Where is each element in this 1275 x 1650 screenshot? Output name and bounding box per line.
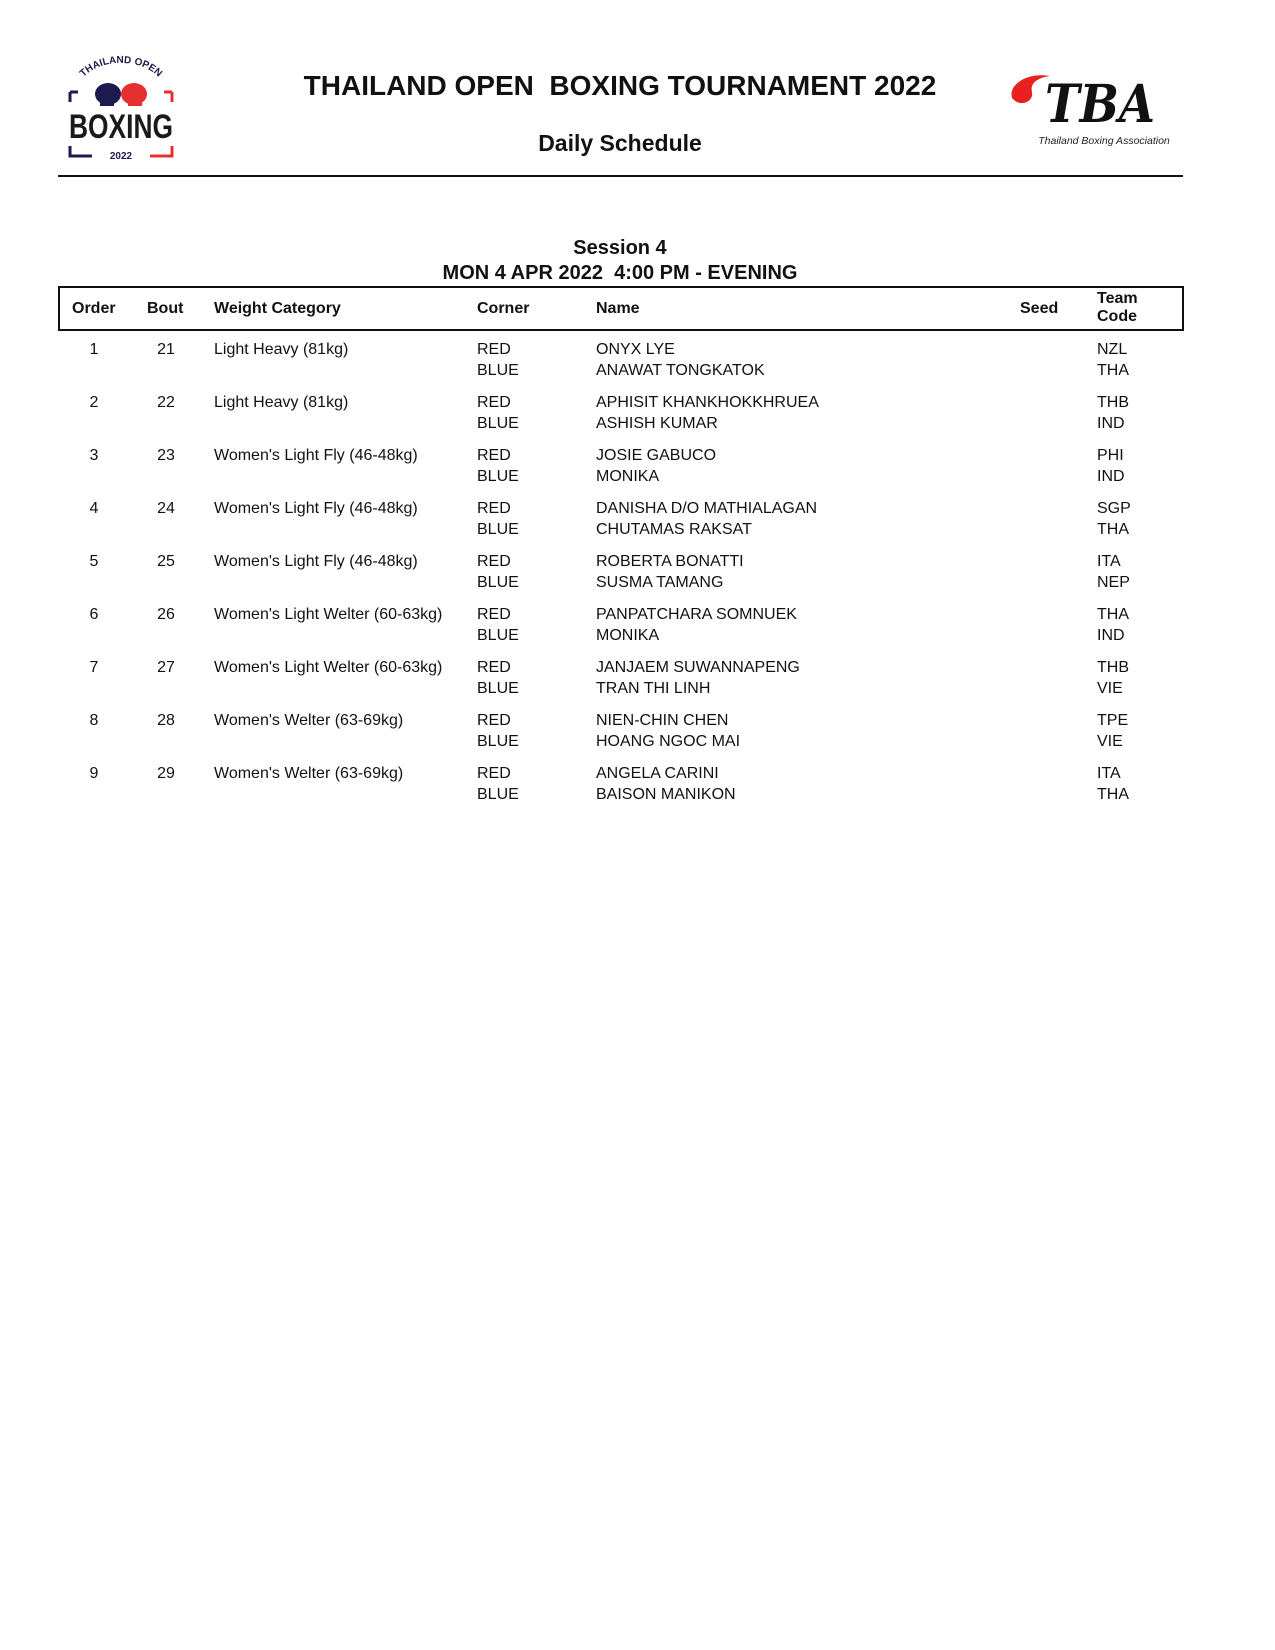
red-corner: RED (477, 606, 511, 623)
weight-category: Light Heavy (81kg) (214, 341, 349, 358)
weight-category: Women's Light Fly (46-48kg) (214, 447, 418, 464)
red-team-code: ITA (1097, 765, 1121, 782)
blue-boxer-name: HOANG NGOC MAI (596, 732, 741, 750)
header-corner: Corner (477, 300, 530, 317)
bout-order: 7 (89, 659, 99, 676)
bout-order: 8 (89, 712, 99, 729)
name-cell (596, 764, 736, 805)
table-row (0, 393, 1275, 446)
header-name: Name (596, 300, 640, 317)
corner-cell (477, 340, 519, 381)
bout-number: 23 (157, 447, 175, 464)
bout-order: 1 (89, 341, 99, 358)
blue-corner: BLUE (477, 785, 519, 803)
team-cell (1097, 393, 1129, 434)
red-boxer-name: NIEN-CHIN CHEN (596, 712, 729, 729)
bout-number: 28 (157, 712, 175, 729)
weight-category: Women's Light Fly (46-48kg) (214, 500, 418, 517)
red-boxer-name: ONYX LYE (596, 341, 675, 358)
blue-corner: BLUE (477, 467, 519, 485)
header-bout: Bout (147, 300, 184, 317)
weight-category: Women's Light Welter (60-63kg) (214, 606, 443, 623)
header-order: Order (72, 300, 116, 317)
table-row (0, 658, 1275, 711)
name-cell (596, 499, 817, 540)
blue-corner: BLUE (477, 520, 519, 538)
team-cell (1097, 446, 1125, 487)
table-row (0, 764, 1275, 817)
team-cell (1097, 658, 1129, 699)
bout-order: 9 (89, 765, 99, 782)
blue-team-code: NEP (1097, 573, 1130, 591)
corner-cell (477, 764, 519, 805)
weight-category: Women's Welter (63-69kg) (214, 712, 404, 729)
blue-boxer-name: ASHISH KUMAR (596, 414, 718, 432)
blue-team-code: IND (1097, 414, 1125, 432)
header-weight-category: Weight Category (214, 300, 341, 317)
weight-category: Light Heavy (81kg) (214, 394, 349, 411)
team-cell (1097, 605, 1129, 646)
bout-order: 3 (89, 447, 99, 464)
bout-order: 2 (89, 394, 99, 411)
red-team-code: THA (1097, 606, 1129, 623)
red-boxer-name: JANJAEM SUWANNAPENG (596, 659, 800, 676)
schedule-table (0, 340, 1275, 817)
name-cell (596, 552, 744, 593)
blue-boxer-name: SUSMA TAMANG (596, 573, 724, 591)
blue-corner: BLUE (477, 414, 519, 432)
corner-cell (477, 499, 519, 540)
table-row (0, 711, 1275, 764)
bout-number: 27 (157, 659, 175, 676)
table-row (0, 499, 1275, 552)
name-cell (596, 605, 797, 646)
red-team-code: THB (1097, 394, 1129, 411)
red-corner: RED (477, 712, 511, 729)
corner-cell (477, 446, 519, 487)
red-team-code: PHI (1097, 447, 1124, 464)
red-boxer-name: APHISIT KHANKHOKKHRUEA (596, 394, 819, 411)
corner-cell (477, 393, 519, 434)
header-divider (58, 175, 1183, 177)
name-cell (596, 393, 819, 434)
bout-number: 24 (157, 500, 175, 517)
red-corner: RED (477, 659, 511, 676)
red-boxer-name: JOSIE GABUCO (596, 447, 717, 464)
red-team-code: SGP (1097, 500, 1131, 517)
team-cell (1097, 764, 1129, 805)
corner-cell (477, 552, 519, 593)
red-boxer-name: ROBERTA BONATTI (596, 553, 744, 570)
session-datetime: MON 4 APR 2022 4:00 PM - EVENING (442, 262, 798, 284)
session-title: Session 4 (573, 237, 667, 259)
table-header (58, 286, 1184, 331)
blue-team-code: IND (1097, 467, 1125, 485)
bout-number: 25 (157, 553, 175, 570)
blue-corner: BLUE (477, 361, 519, 379)
red-team-code: THB (1097, 659, 1129, 676)
weight-category: Women's Welter (63-69kg) (214, 765, 404, 782)
team-cell (1097, 499, 1131, 540)
svg-text:TBA: TBA (1045, 74, 1155, 135)
corner-cell (477, 605, 519, 646)
name-cell (596, 711, 740, 752)
blue-boxer-name: MONIKA (596, 626, 660, 644)
red-corner: RED (477, 447, 511, 464)
red-corner: RED (477, 500, 511, 517)
team-cell (1097, 552, 1130, 593)
bout-order: 4 (89, 500, 99, 517)
blue-team-code: THA (1097, 785, 1129, 803)
svg-text:BOXING: BOXING (69, 108, 173, 146)
table-row (0, 340, 1275, 393)
red-corner: RED (477, 394, 511, 411)
blue-boxer-name: TRAN THI LINH (596, 679, 711, 697)
blue-boxer-name: MONIKA (596, 467, 660, 485)
bout-order: 6 (89, 606, 99, 623)
bout-number: 22 (157, 394, 175, 411)
svg-text:2022: 2022 (109, 151, 133, 162)
blue-boxer-name: CHUTAMAS RAKSAT (596, 520, 752, 538)
table-row (0, 552, 1275, 605)
bout-number: 29 (157, 765, 175, 782)
svg-text:THAILAND OPEN: THAILAND OPEN (77, 54, 164, 80)
corner-cell (477, 711, 519, 752)
red-corner: RED (477, 341, 511, 358)
weight-category: Women's Light Fly (46-48kg) (214, 553, 418, 570)
name-cell (596, 446, 716, 487)
red-corner: RED (477, 553, 511, 570)
name-cell (596, 340, 765, 381)
bout-order: 5 (89, 553, 99, 570)
blue-corner: BLUE (477, 573, 519, 591)
red-corner: RED (477, 765, 511, 782)
red-boxer-name: ANGELA CARINI (596, 765, 719, 782)
corner-cell (477, 658, 519, 699)
blue-corner: BLUE (477, 732, 519, 750)
header-team-code (1097, 290, 1138, 326)
team-cell (1097, 711, 1128, 752)
bout-number: 26 (157, 606, 175, 623)
red-team-code: NZL (1097, 341, 1128, 358)
table-row (0, 446, 1275, 499)
red-team-code: TPE (1097, 712, 1129, 729)
header-team-line1: Team (1097, 290, 1138, 307)
blue-team-code: THA (1097, 361, 1129, 379)
blue-team-code: THA (1097, 520, 1129, 538)
svg-text:Thailand Boxing Association: Thailand Boxing Association (1038, 135, 1170, 147)
blue-corner: BLUE (477, 679, 519, 697)
document-title: THAILAND OPEN BOXING TOURNAMENT 2022 (303, 70, 937, 101)
blue-boxer-name: BAISON MANIKON (596, 785, 736, 803)
blue-team-code: VIE (1097, 732, 1123, 750)
header-seed: Seed (1020, 300, 1059, 317)
document-subtitle: Daily Schedule (538, 130, 702, 156)
tba-logo (1006, 68, 1170, 152)
team-cell (1097, 340, 1129, 381)
blue-corner: BLUE (477, 626, 519, 644)
blue-boxer-name: ANAWAT TONGKATOK (596, 361, 765, 379)
header-team-line2: Code (1097, 308, 1137, 325)
bout-number: 21 (157, 341, 175, 358)
red-boxer-name: PANPATCHARA SOMNUEK (596, 606, 797, 623)
blue-team-code: VIE (1097, 679, 1123, 697)
table-row (0, 605, 1275, 658)
red-boxer-name: DANISHA D/O MATHIALAGAN (596, 500, 818, 517)
weight-category: Women's Light Welter (60-63kg) (214, 659, 443, 676)
name-cell (596, 658, 800, 699)
red-team-code: ITA (1097, 553, 1121, 570)
blue-team-code: IND (1097, 626, 1125, 644)
